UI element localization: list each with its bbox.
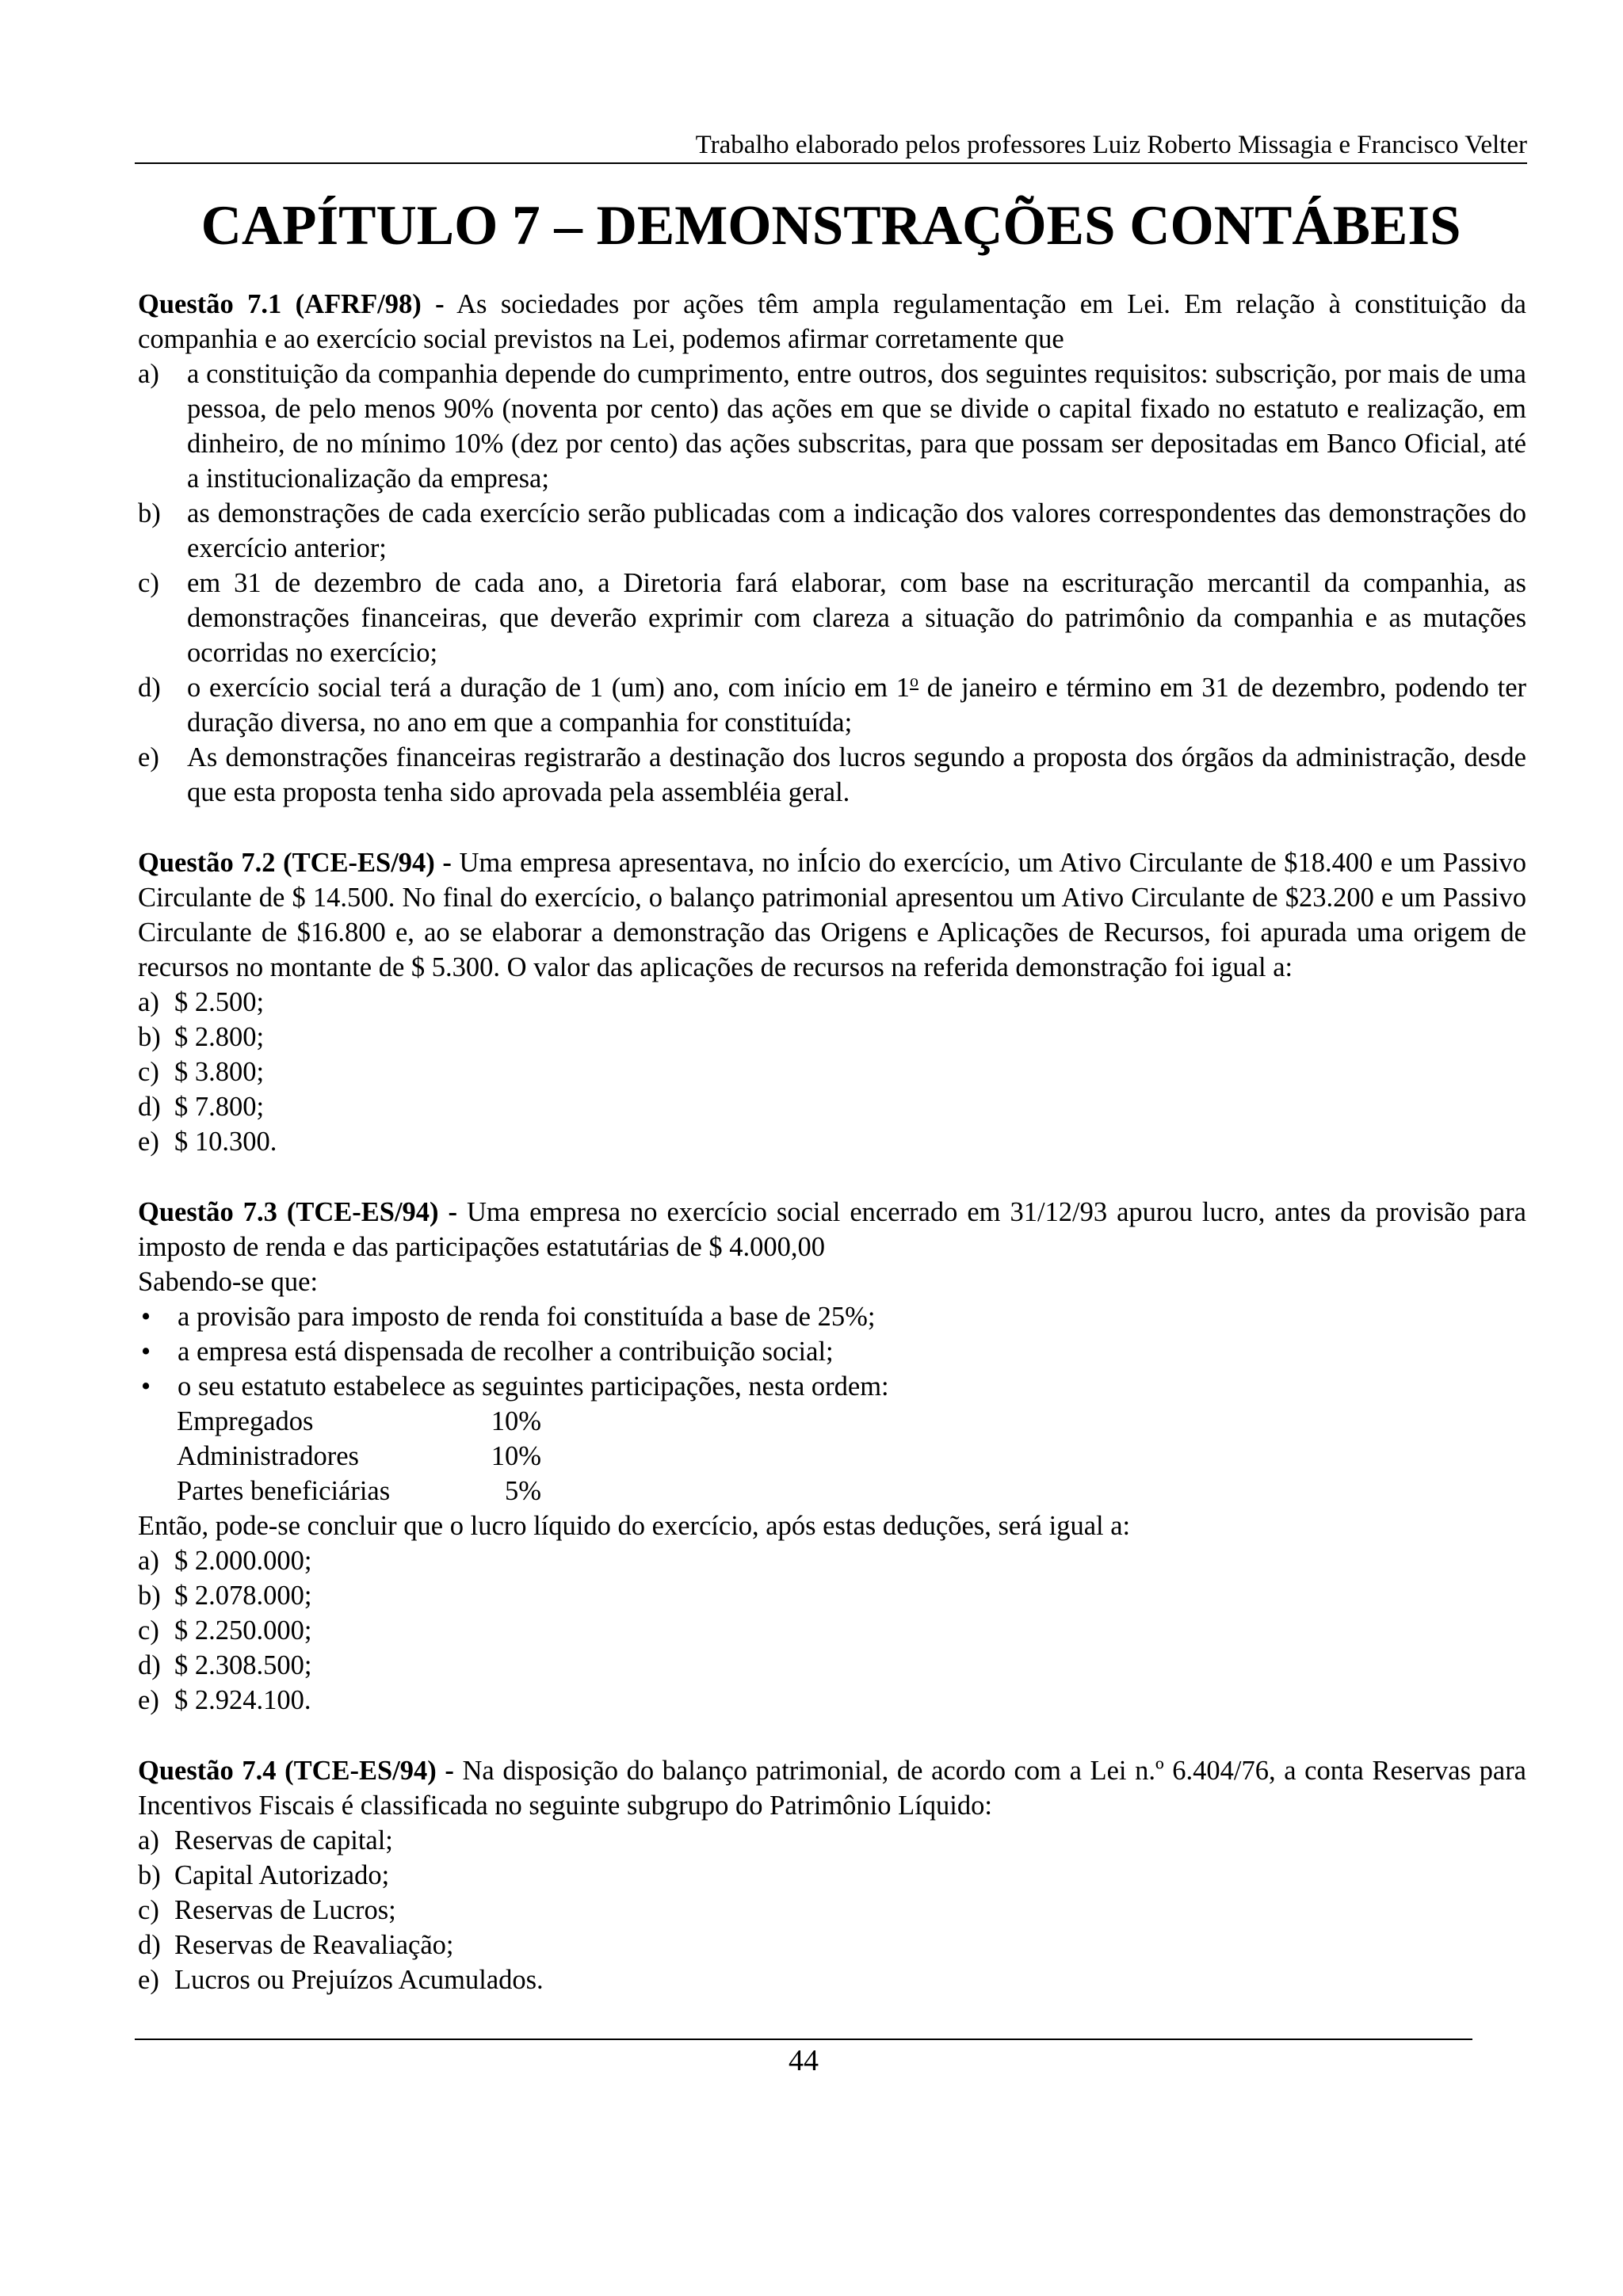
participation-percent: 10%: [491, 1406, 541, 1436]
question-7-2: [138, 845, 1526, 1159]
option-c: [138, 1613, 1526, 1648]
document-body: [138, 287, 1526, 2033]
option-text: $ 2.924.100.: [174, 1685, 311, 1715]
option-a: [138, 1823, 1526, 1858]
option-text: as demonstrações de cada exercício serão publicadas com a indicação dos valores correspondentes das demonstrações do exercício anterior;: [187, 498, 1526, 563]
option-marker: c): [138, 1057, 159, 1087]
condition-text: o seu estatuto estabelece as seguintes participações, nesta ordem:: [178, 1371, 889, 1402]
option-text: o exercício social terá a duração de 1 (um) ano, com início em 1: [187, 673, 911, 703]
option-text: Reservas de Reavaliação;: [174, 1930, 454, 1960]
option-marker: c): [138, 568, 159, 598]
option-marker: d): [138, 673, 161, 703]
option-text: em 31 de dezembro de cada ano, a Diretoria fará elaborar, com base na escrituração mercantil da companhia, as demonstrações financeiras, que deverão exprimir com clareza a situação do patrimônio da companhia e as mutações ocorridas no exercício;: [187, 568, 1526, 668]
header-rule: [135, 162, 1527, 164]
option-text: a constituição da companhia depende do cumprimento, entre outros, dos seguintes requisitos: subscrição, por mais de uma pessoa, de pelo menos 90% (noventa por cento) das ações em que se divide o capital fixado no estatuto e realização, em dinheiro, de no mínimo 10% (dez por cento) das ações subscritas, para que possam ser depositadas em Banco Oficial, até a institucionalização da empresa;: [187, 359, 1526, 494]
option-text: $ 7.800;: [174, 1092, 265, 1122]
option-marker: d): [138, 1650, 161, 1680]
participation-row: [177, 1439, 541, 1474]
bullet-icon: •: [141, 1371, 151, 1402]
option-e: [138, 1683, 1526, 1718]
participations-table: [177, 1404, 541, 1508]
condition-list: [138, 1299, 1526, 1404]
option-marker: d): [138, 1092, 161, 1122]
option-text: $ 2.078.000;: [174, 1581, 312, 1611]
question-text: Na disposição do balanço patrimonial, de acordo com a Lei n.º 6.404/76, a conta Reservas para Incentivos Fiscais é classificada no seguinte subgrupo do Patrimônio Líquido:: [138, 1756, 1526, 1821]
option-b: [138, 496, 1526, 566]
option-e: [138, 740, 1526, 810]
footer-rule: [135, 2039, 1472, 2040]
bullet-icon: •: [141, 1337, 151, 1367]
answer-options: [138, 357, 1526, 810]
option-a: [138, 985, 1526, 1020]
condition-item: [138, 1299, 1526, 1334]
question-label: Questão 7.3 (TCE-ES/94) -: [138, 1197, 458, 1227]
option-marker: a): [138, 359, 159, 389]
option-a: [138, 357, 1526, 496]
question-7-4: [138, 1753, 1526, 1997]
option-text: Reservas de capital;: [174, 1825, 393, 1855]
option-marker: e): [138, 1965, 159, 1995]
participation-name: Partes beneficiárias: [177, 1476, 391, 1506]
option-text: $ 2.500;: [174, 987, 265, 1017]
option-d: [138, 670, 1526, 740]
question-label: Questão 7.2 (TCE-ES/94) -: [138, 848, 452, 878]
option-text: Reservas de Lucros;: [174, 1895, 396, 1925]
option-a: [138, 1543, 1526, 1578]
option-d: [138, 1089, 1526, 1124]
participation-row: [177, 1474, 541, 1508]
condition-text: a empresa está dispensada de recolher a contribuição social;: [178, 1337, 834, 1367]
page-number: 44: [789, 2044, 819, 2077]
question-7-3: [138, 1195, 1526, 1718]
option-text: $ 2.000.000;: [174, 1546, 312, 1576]
option-marker: e): [138, 1127, 159, 1157]
chapter-title: CAPÍTULO 7 – DEMONSTRAÇÕES CONTÁBEIS: [200, 195, 1461, 257]
participation-percent: 10%: [491, 1441, 541, 1471]
question-statement: [138, 287, 1526, 357]
condition-text: a provisão para imposto de renda foi constituída a base de 25%;: [178, 1302, 876, 1332]
answer-options: [138, 1823, 1526, 1997]
option-text: Capital Autorizado;: [174, 1860, 390, 1890]
option-text: $ 2.308.500;: [174, 1650, 312, 1680]
question-intro: Sabendo-se que:: [138, 1267, 319, 1297]
option-c: [138, 1055, 1526, 1089]
question-text: Uma empresa apresentava, no inÍcio do exercício, um Ativo Circulante de $18.400 e um Passivo Circulante de $ 14.500. No final do exercício, o balanço patrimonial apresentou um Ativo Circulante de $23.200 e um Passivo Circulante de $16.800 e, ao se elaborar a demonstração das Origens e Aplicações de Recursos, foi apurada uma origem de recursos no montante de $ 5.300. O valor das aplicações de recursos na referida demonstração foi igual a:: [138, 848, 1526, 982]
option-text: $ 3.800;: [174, 1057, 265, 1087]
question-statement: [138, 1195, 1526, 1264]
option-b: [138, 1858, 1526, 1893]
option-text: $ 2.250.000;: [174, 1615, 312, 1646]
option-text: Lucros ou Prejuízos Acumulados.: [174, 1965, 544, 1995]
option-marker: b): [138, 1581, 161, 1611]
option-marker: a): [138, 987, 159, 1017]
option-c: [138, 1893, 1526, 1928]
condition-item: [138, 1334, 1526, 1369]
option-c: [138, 566, 1526, 670]
answer-options: [138, 1543, 1526, 1718]
bullet-icon: •: [141, 1302, 151, 1332]
option-text: $ 10.300.: [174, 1127, 277, 1157]
question-statement: [138, 1753, 1526, 1823]
option-marker: e): [138, 1685, 159, 1715]
question-text: Uma empresa no exercício social encerrado em 31/12/93 apurou lucro, antes da provisão para imposto de renda e das participações estatutárias de $ 4.000,00: [138, 1197, 1526, 1262]
option-marker: b): [138, 1022, 161, 1052]
option-marker: a): [138, 1546, 159, 1576]
participation-name: Empregados: [177, 1406, 314, 1436]
question-label: Questão 7.1 (AFRF/98) -: [138, 289, 445, 319]
answer-options: [138, 985, 1526, 1159]
participation-percent: 5%: [505, 1476, 541, 1506]
option-marker: c): [138, 1615, 159, 1646]
question-conclusion: Então, pode-se concluir que o lucro líquido do exercício, após estas deduções, será igual a:: [138, 1511, 1131, 1541]
running-header: Trabalho elaborado pelos professores Luiz Roberto Missagia e Francisco Velter: [695, 131, 1527, 159]
option-b: [138, 1578, 1526, 1613]
option-e: [138, 1962, 1526, 1997]
option-text: $ 2.800;: [174, 1022, 265, 1052]
option-d: [138, 1648, 1526, 1683]
option-e: [138, 1124, 1526, 1159]
participation-name: Administradores: [177, 1441, 359, 1471]
option-marker: b): [138, 498, 161, 528]
option-marker: e): [138, 742, 159, 772]
option-d: [138, 1928, 1526, 1962]
condition-item: [138, 1369, 1526, 1404]
question-7-1: [138, 287, 1526, 810]
option-marker: b): [138, 1860, 161, 1890]
option-text-continued: de janeiro e término em 31 de dezembro, podendo ter duração diversa, no ano em que a companhia for constituída;: [187, 673, 1527, 738]
option-b: [138, 1020, 1526, 1055]
participation-row: [177, 1404, 541, 1439]
ordinal-superscript: o: [910, 670, 919, 691]
question-label: Questão 7.4 (TCE-ES/94) -: [138, 1756, 454, 1786]
option-marker: c): [138, 1895, 159, 1925]
question-statement: [138, 845, 1526, 985]
option-marker: a): [138, 1825, 159, 1855]
question-text: As sociedades por ações têm ampla regulamentação em Lei. Em relação à constituição da companhia e ao exercício social previstos na Lei, podemos afirmar corretamente que: [138, 289, 1526, 354]
option-text: As demonstrações financeiras registrarão a destinação dos lucros segundo a proposta dos órgãos da administração, desde que esta proposta tenha sido aprovada pela assembléia geral.: [187, 742, 1526, 807]
option-marker: d): [138, 1930, 161, 1960]
